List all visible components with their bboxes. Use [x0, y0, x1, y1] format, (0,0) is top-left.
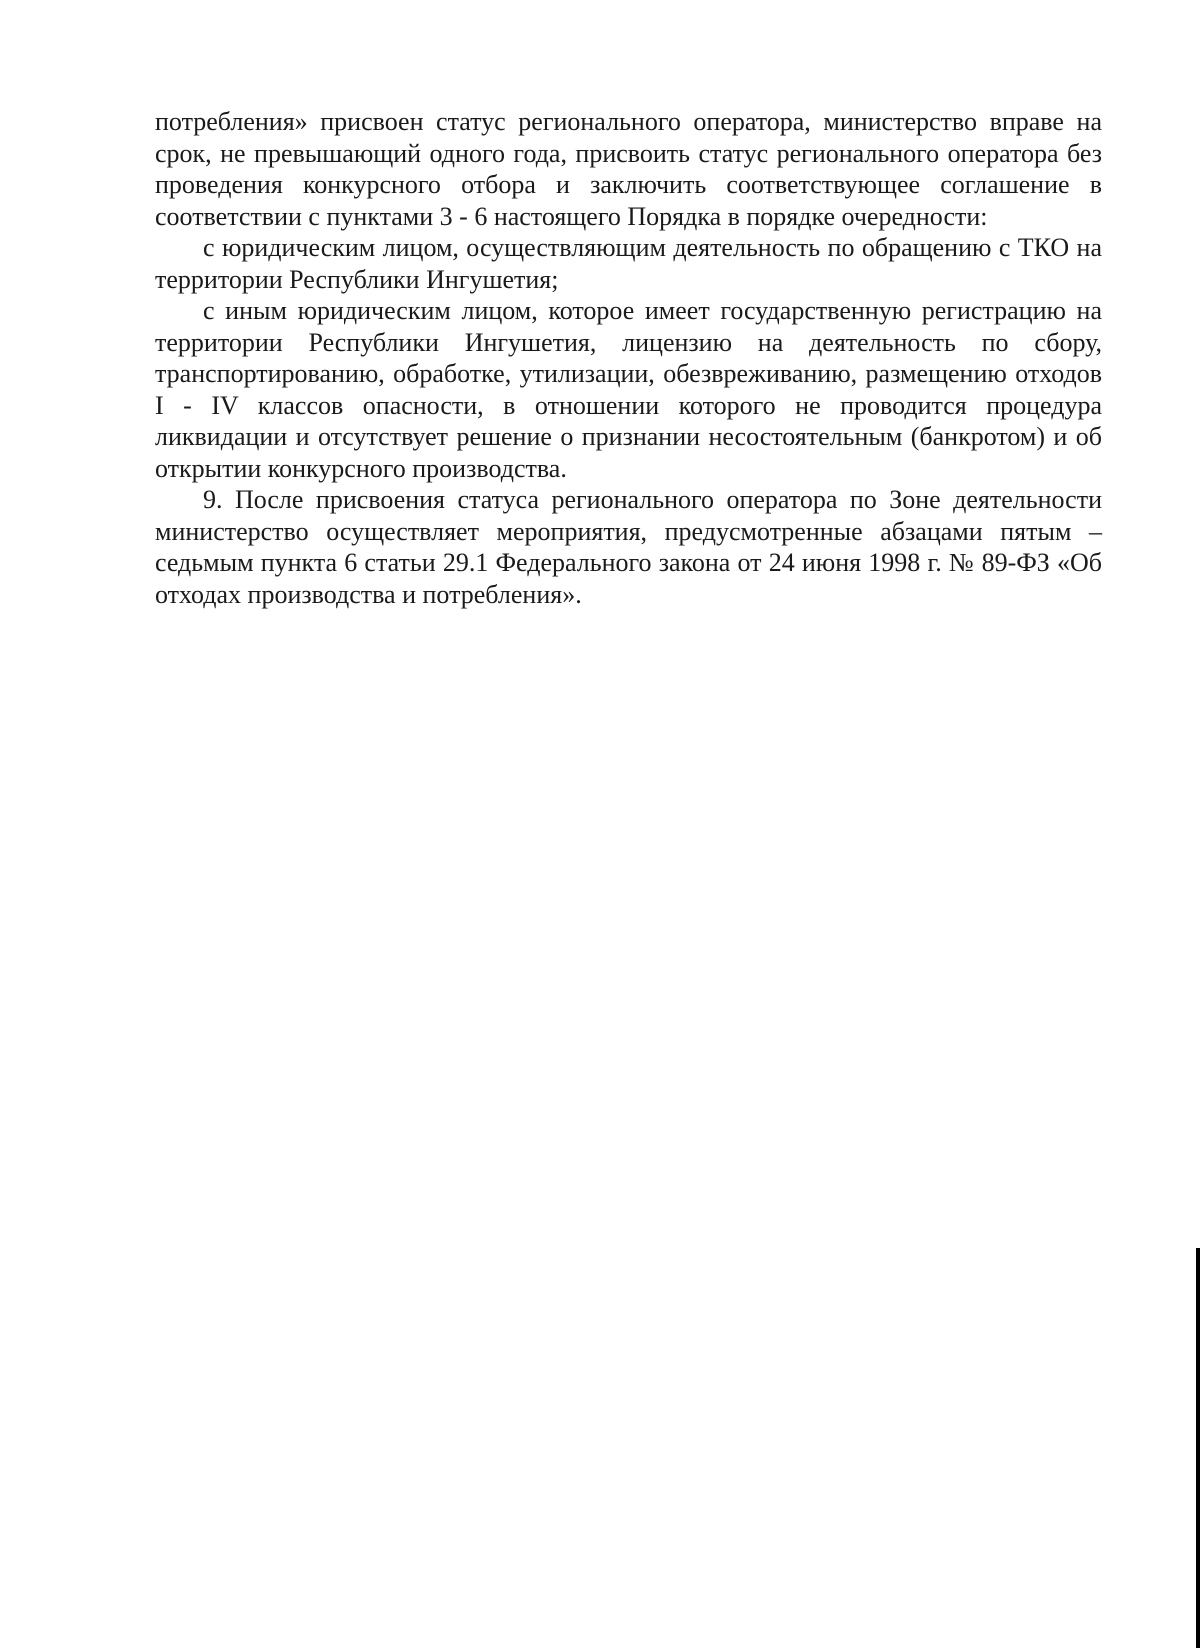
paragraph-continuation: потребления» присвоен статус регионального оператора, министерство вправе на срок, не превышающий одного года, присвоить статус регионального оператора без проведения конкурсного отбора и заключить соответствующее соглашение в соответствии с пунктами 3 - 6 настоящего Порядка в порядке очередности: — [155, 107, 1102, 231]
document-body — [155, 106, 1102, 610]
paragraph-other-legal-entity: с иным юридическим лицом, которое имеет государственную регистрацию на территории Республики Ингушетия, лицензию на деятельность по сбору, транспортированию, обработке, утилизации, обезвреживанию, размещению отходов I - IV классов опасности, в отношении которого не проводится процедура ликвидации и отсутствует решение о признании несостоятельным (банкротом) и об открытии конкурсного производства. — [155, 296, 1102, 483]
scan-edge-line — [1196, 1248, 1200, 1648]
paragraph-item-9: 9. После присвоения статуса регионального оператора по Зоне деятельности министерство осуществляет мероприятия, предусмотренные абзацами пятым – седьмым пункта 6 статьи 29.1 Федерального закона от 24 июня 1998 г. № 89-ФЗ «Об отходах производства и потребления». — [155, 485, 1102, 609]
paragraph-legal-entity-tko: с юридическим лицом, осуществляющим деятельность по обращению с ТКО на территории Республики Ингушетия; — [155, 233, 1102, 294]
